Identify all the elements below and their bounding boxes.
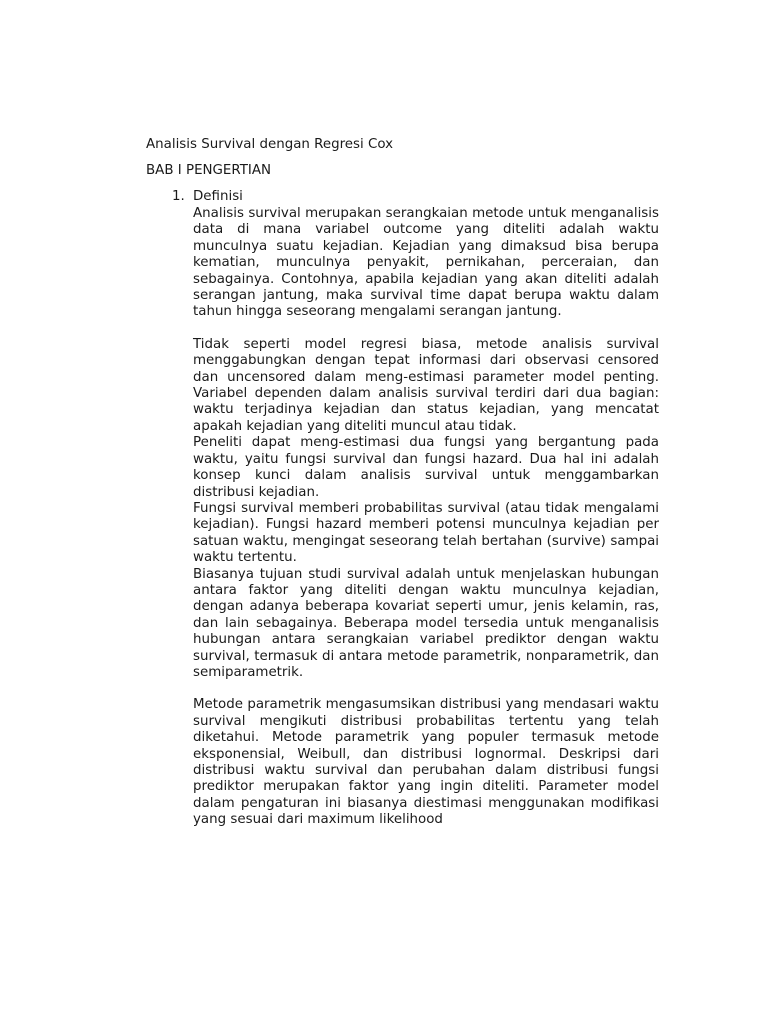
- paragraph-regression-comparison: Tidak seperti model regresi biasa, metode analisis survival menggabungkan dengan tepat informasi dari observasi censored dan uncensored dalam meng-estimasi parameter model penting. Variabel dependen dalam analisis survival terdiri dari dua bagian: waktu terjadinya kejadian dan status kejadian, yang mencatat apakah kejadian yang diteliti muncul atau tidak.: [193, 336, 659, 434]
- paragraph-definition: Analisis survival merupakan serangkaian metode untuk menganalisis data di mana variabel outcome yang diteliti adalah waktu munculnya suatu kejadian. Kejadian yang dimaksud bisa berupa kematian, munculnya penyakit, pernikahan, perceraian, dan sebagainya. Contohnya, apabila kejadian yang akan diteliti adalah serangan jantung, maka survival time dapat berupa waktu dalam tahun hingga seseorang mengalami serangan jantung.: [193, 206, 659, 320]
- paragraph-study-goal: Biasanya tujuan studi survival adalah untuk menjelaskan hubungan antara faktor yang diteliti dengan waktu munculnya kejadian, dengan adanya beberapa kovariat seperti umur, jenis kelamin, ras, dan lain sebagainya. Beberapa model tersedia untuk menganalisis hubungan antara serangkaian variabel prediktor dengan waktu survival, termasuk di antara metode parametrik, nonparametrik, dan semiparametrik.: [193, 566, 659, 680]
- document-title: Analisis Survival dengan Regresi Cox: [146, 137, 394, 152]
- section-body: [193, 206, 659, 829]
- paragraph-survival-hazard: Fungsi survival memberi probabilitas survival (atau tidak mengalami kejadian). Fungsi hazard memberi potensi munculnya kejadian per satuan waktu, mengingat seseorang telah bertahan (survive) sampai waktu tertentu.: [193, 500, 659, 566]
- paragraph-parametric: Metode parametrik mengasumsikan distribusi yang mendasari waktu survival mengikuti distribusi probabilitas tertentu yang telah diketahui. Metode parametrik yang populer termasuk metode eksponensial, Weibull, dan distribusi lognormal. Deskripsi dari distribusi waktu survival dan perubahan dalam distribusi fungsi prediktor merupakan faktor yang ingin diteliti. Parameter model dalam pengaturan ini biasanya diestimasi menggunakan modifikasi yang sesuai dari maximum likelihood: [193, 697, 659, 828]
- section-title: Definisi: [193, 189, 243, 204]
- chapter-heading: BAB I PENGERTIAN: [146, 163, 272, 178]
- paragraph-functions: Peneliti dapat meng-estimasi dua fungsi yang bergantung pada waktu, yaitu fungsi survival dan fungsi hazard. Dua hal ini adalah konsep kunci dalam analisis survival untuk menggambarkan distribusi kejadian.: [193, 435, 659, 500]
- section-number: 1.: [172, 189, 185, 204]
